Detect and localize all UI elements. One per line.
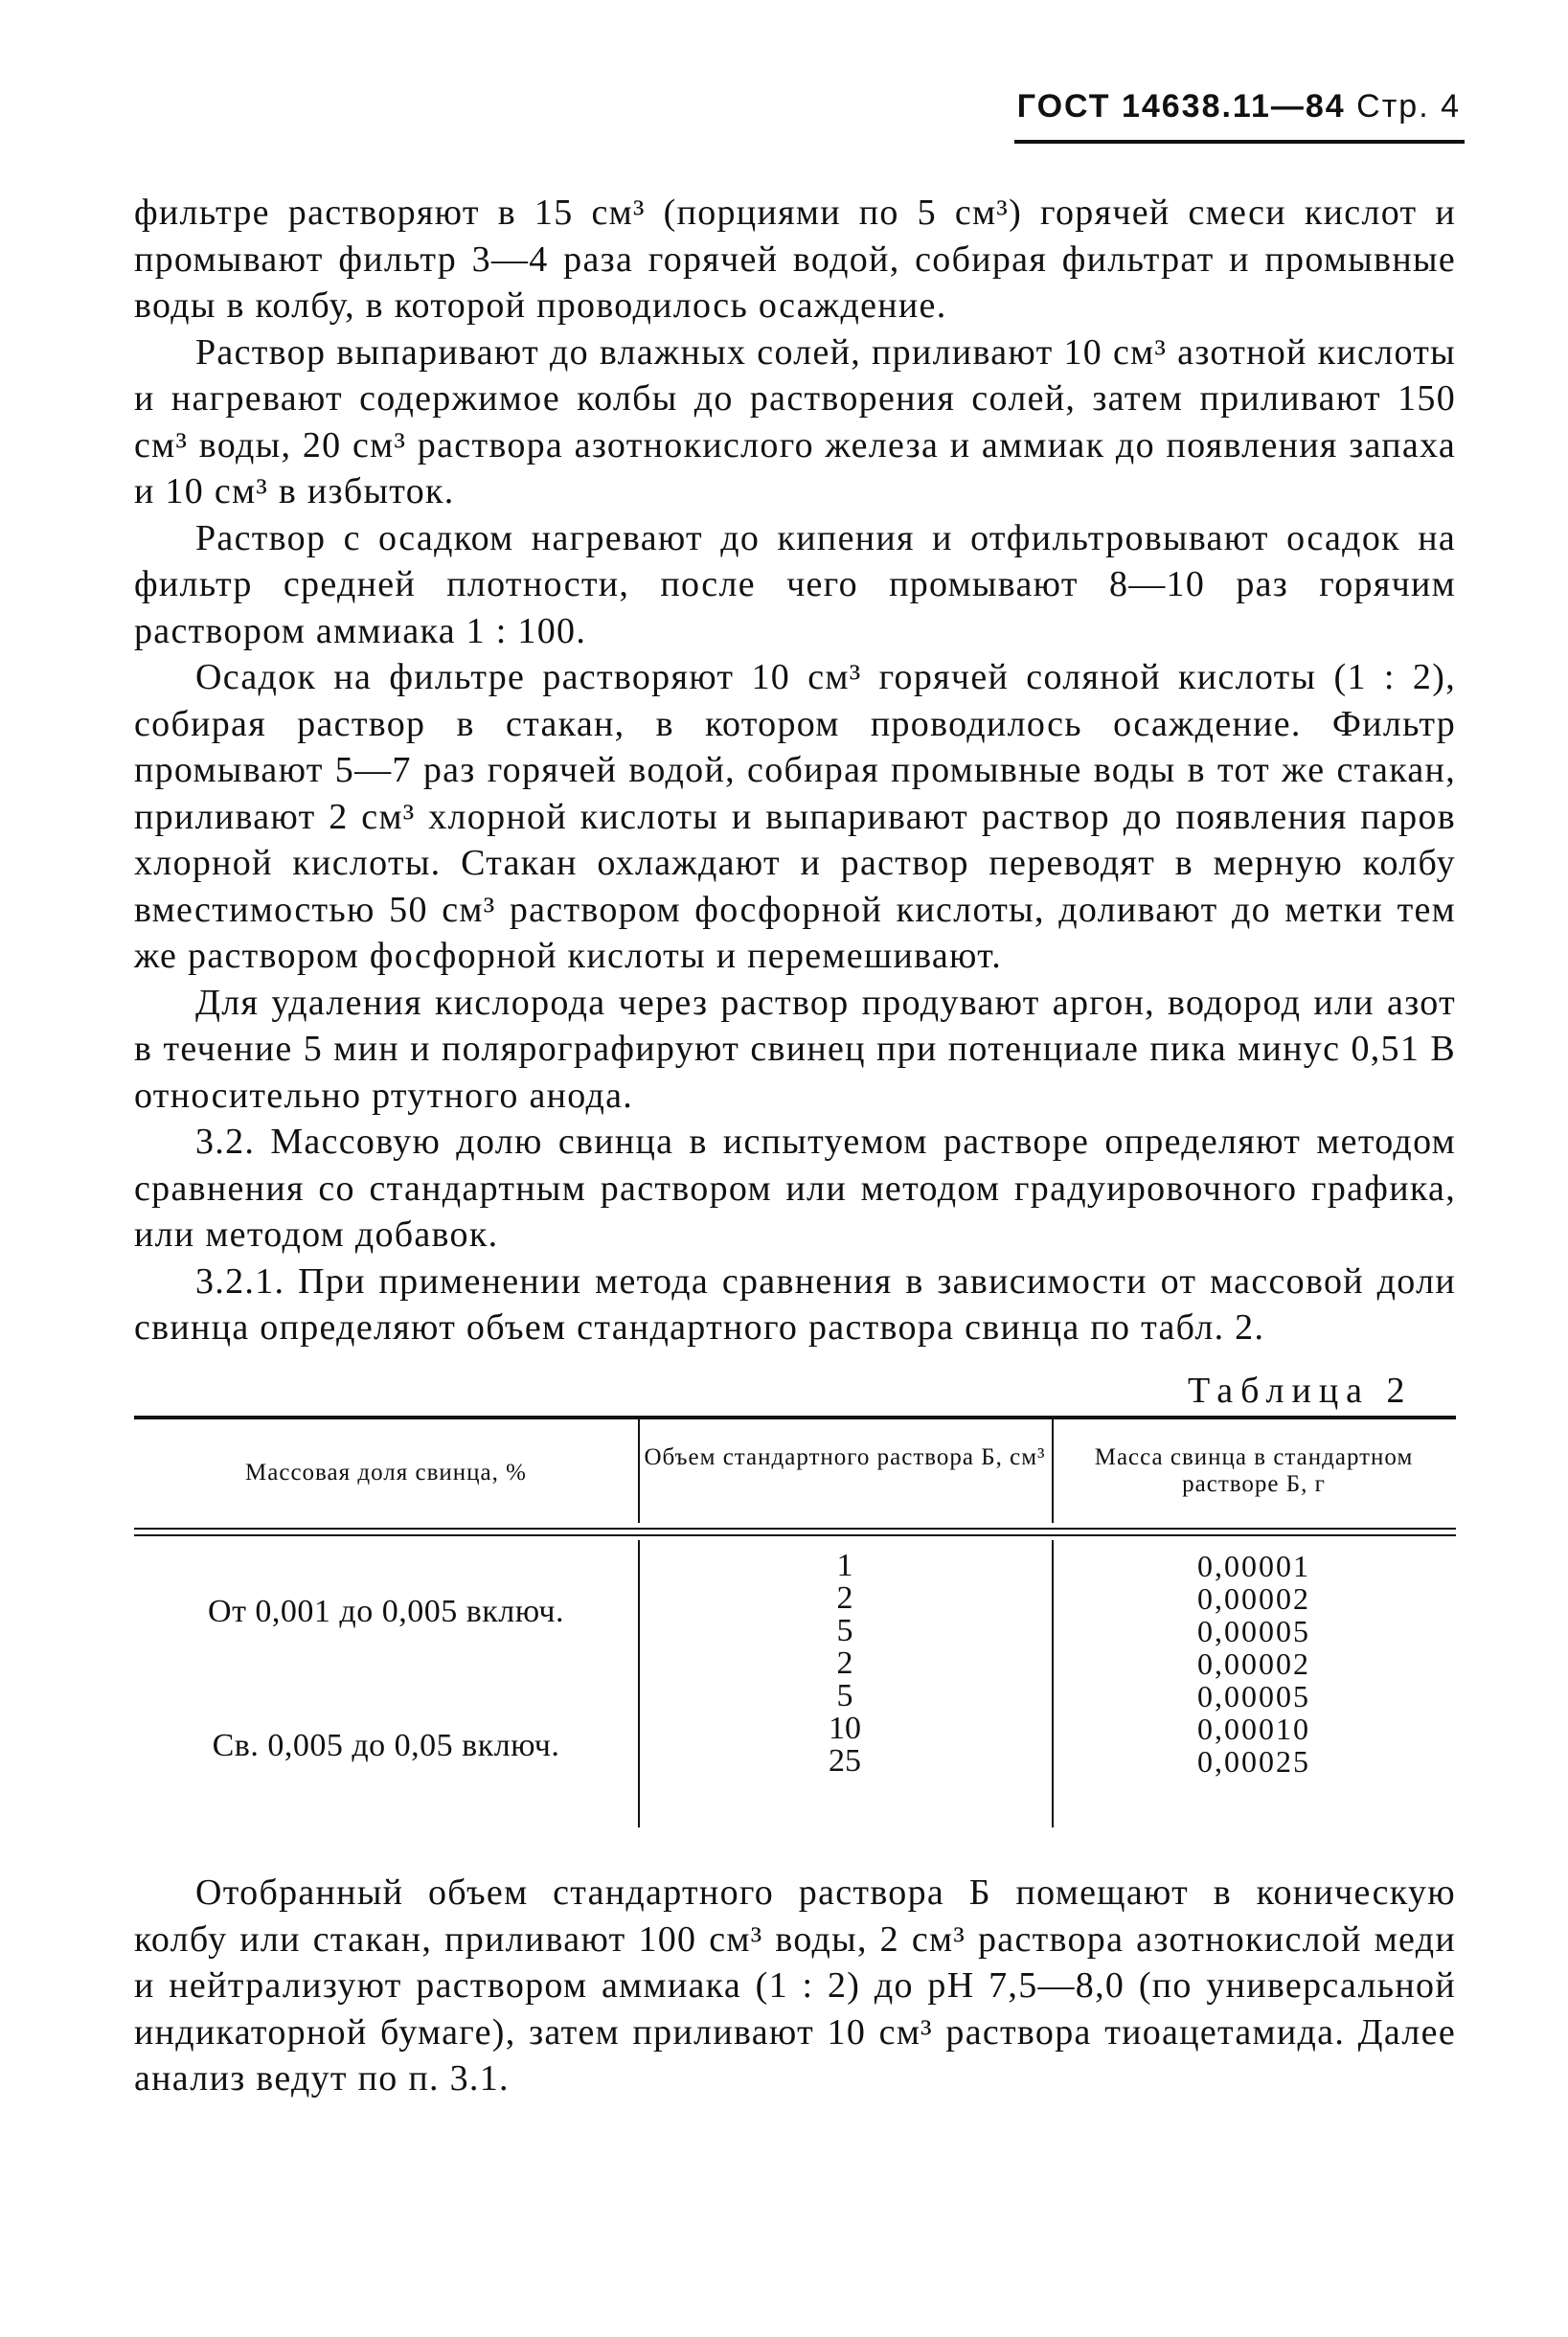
volume-cell: 10 <box>829 1711 861 1746</box>
mass-cell: 0,00025 <box>1197 1744 1310 1779</box>
section-3-2-1: 3.2.1. При применении метода сравнения в зависимости от массовой доли свинца определяют объем стандартного раствора свинца по табл. 2. <box>134 1260 1456 1348</box>
paragraph: фильтре растворяют в 15 см³ (порциями по 5 см³) горячей смеси кислот и промывают фильтр 3—4 раза горячей водой, собирая фильтрат и промывные воды в колбу, в которой проводилось осаждение. <box>134 193 1456 326</box>
volume-cell: 25 <box>829 1743 861 1779</box>
table-title: Таблица 2 <box>1188 1371 1413 1411</box>
header-separator <box>134 1534 1456 1536</box>
mass-column <box>1052 1550 1456 1778</box>
header-rule <box>1014 140 1465 144</box>
page-header <box>0 88 1568 146</box>
volume-cell: 2 <box>836 1580 853 1616</box>
paragraph: Раствор выпаривают до влажных солей, приливают 10 см³ азотной кислоты и нагревают содержимое колбы до растворения солей, затем приливают 150 см³ воды, 20 см³ раствора азотнокислого железа и аммиак до появления запаха и 10 см³ в избыток. <box>134 331 1456 511</box>
table-top-rule <box>134 1416 1456 1419</box>
paragraph: Раствор с осадком нагревают до кипения и отфильтровывают осадок на фильтр средней плотности, после чего промывают 8—10 раз горячим раствором аммиака 1 : 100. <box>134 517 1456 651</box>
mass-cell: 0,00002 <box>1197 1581 1310 1616</box>
paragraph: Осадок на фильтре растворяют 10 см³ горячей соляной кислоты (1 : 2), собирая раствор в стакан, в котором проводилось осаждение. Фильтр промывают 5—7 раз горячей водой, собирая промывные воды в тот же стакан, приливают 2 см³ хлорной кислоты и выпаривают раствор до появления паров хлорной кислоты. Стакан охлаждают и раствор переводят в мерную колбу вместимостью 50 см³ раствором фосфорной кислоты, доливают до метки тем же раствором фосфорной кислоты и перемешивают. <box>134 657 1456 976</box>
mass-cell: 0,00001 <box>1197 1549 1310 1583</box>
section-3-2: 3.2. Массовую долю свинца в испытуемом растворе определяют методом сравнения со стандартным раствором или методом градуировочного графика, или методом добавок. <box>134 1122 1456 1255</box>
mass-cell: 0,00002 <box>1197 1646 1310 1681</box>
paragraph: Отобранный объем стандартного раствора Б помещают в коническую колбу или стакан, приливают 100 см³ воды, 2 см³ раствора азотнокислой меди и нейтрализуют раствором аммиака (1 : 2) до рН 7,5—8,0 (по универсальной индикаторной бумаге), затем приливают 10 см³ раствора тиоацетамида. Далее анализ ведут по п. 3.1. <box>134 1872 1456 2099</box>
row-label: Св. 0,005 до 0,05 включ. <box>212 1728 560 1763</box>
closing-text <box>134 1870 1456 2102</box>
volume-cell: 1 <box>836 1548 853 1583</box>
page-number: Стр. 4 <box>1356 88 1461 125</box>
mass-cell: 0,00005 <box>1197 1679 1310 1713</box>
volume-column <box>638 1550 1052 1778</box>
header-text <box>1017 88 1461 125</box>
column-header-fraction: Массовая доля свинца, % <box>245 1460 527 1486</box>
body-text <box>134 190 1456 1351</box>
document-code: ГОСТ 14638.11—84 <box>1016 88 1346 125</box>
mass-cell: 0,00010 <box>1197 1712 1310 1746</box>
volume-cell: 5 <box>836 1678 853 1713</box>
header-separator <box>134 1528 1456 1530</box>
row-label: От 0,001 до 0,005 включ. <box>208 1594 564 1629</box>
paragraph: Для удаления кислорода через раствор продувают аргон, водород или азот в течение 5 мин и полярографируют свинец при потенциале пика минус 0,51 В относительно ртутного анода. <box>134 982 1456 1116</box>
mass-cell: 0,00005 <box>1197 1614 1310 1648</box>
volume-cell: 5 <box>836 1613 853 1648</box>
volume-cell: 2 <box>836 1645 853 1681</box>
data-table <box>134 1416 1456 1839</box>
column-header-mass: Масса свинца в стандартном растворе Б, г <box>1094 1444 1414 1497</box>
column-header-volume: Объем стандартного раствора Б, см³ <box>644 1444 1046 1470</box>
